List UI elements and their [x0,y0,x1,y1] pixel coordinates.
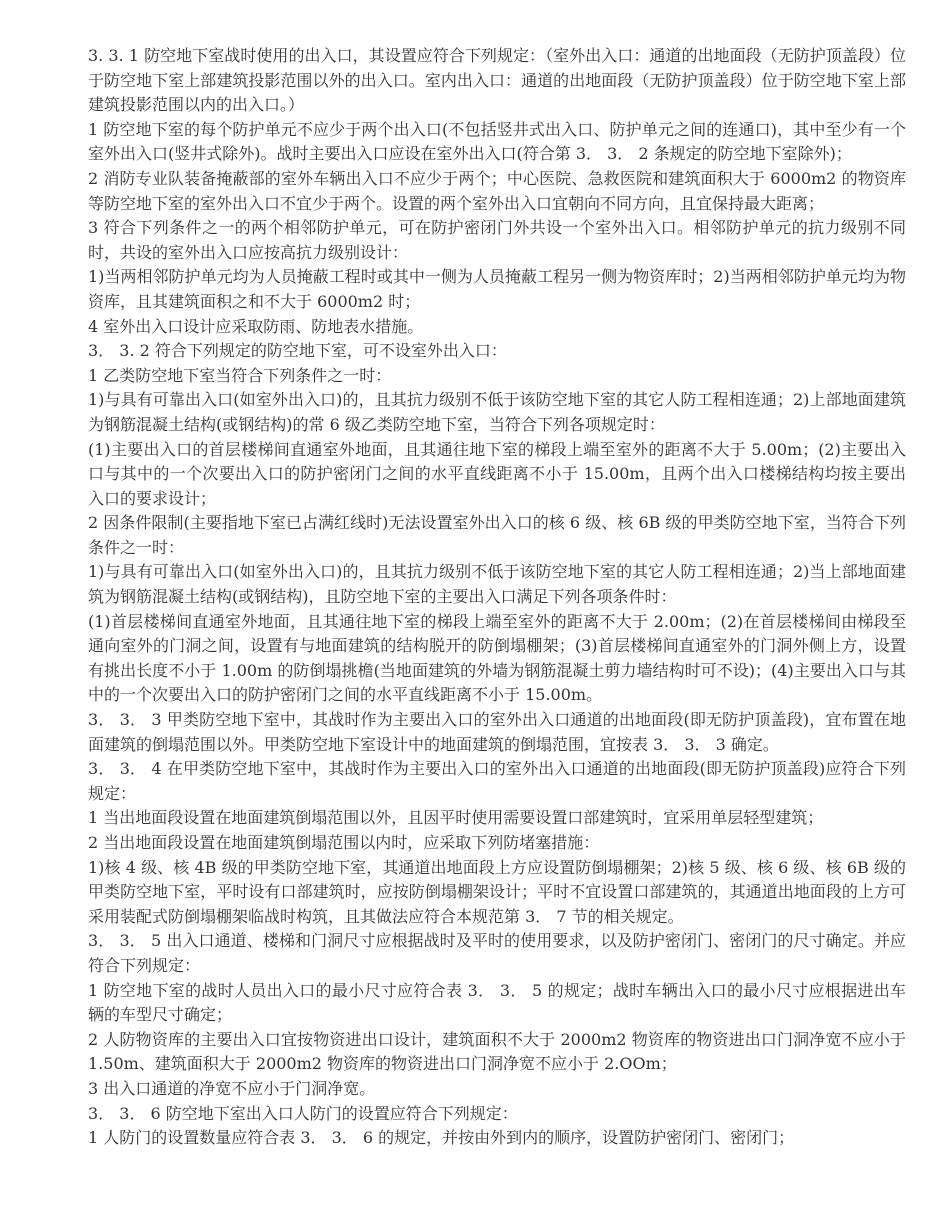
paragraph: 1 乙类防空地下室当符合下列条件之一时： [88,365,392,385]
paragraph: (1)首层楼梯间直通室外地面，且其通往地下室的梯段上端至室外的距离不大于 2.00m；(2)在首层楼梯间由梯段至通向室外的门洞之间，设置有与地面建筑的结构脱开的防倒塌棚架；(3)首层楼梯间直通室外的门洞外侧上方，设置有挑出长度不小于 1.00m 的防倒塌挑檐(当地面建筑的外墙为钢筋混凝土剪力墙结构时可不设)；(4)主要出入口与其中的一个次要出入口的防护密闭门之间的水平直线距离不小于 15.00m。 [88,611,906,705]
paragraph-3-3-2: 3． 3. 2 符合下列规定的防空地下室，可不设室外出入口： [88,341,507,361]
paragraph: 3 出入口通道的净宽不应小于门洞净宽。 [88,1078,376,1098]
paragraph-3-3-3: 3． 3． 3 甲类防空地下室中，其战时作为主要出入口的室外出入口通道的出地面段(即无防护顶盖段)，宜布置在地面建筑的倒塌范围以外。甲类防空地下室设计中的地面建筑的倒塌范围，宜按表 3． 3． 3 确定。 [88,710,906,754]
paragraph-3-3-4: 3． 3． 4 在甲类防空地下室中，其战时作为主要出入口的室外出入口通道的出地面段(即无防护顶盖段)应符合下列规定： [88,759,906,803]
paragraph: 4 室外出入口设计应采取防雨、防地表水措施。 [88,316,424,336]
paragraph: 2 当出地面段设置在地面建筑倒塌范围以内时，应采取下列防堵塞措施： [88,833,600,852]
paragraph: 1 当出地面段设置在地面建筑倒塌范围以外，且因平时使用需要设置口部建筑时，宜采用单层轻型建筑； [88,808,824,828]
paragraph: 1)当两相邻防护单元均为人员掩蔽工程时或其中一侧为人员掩蔽工程另一侧为物资库时；2)当两相邻防护单元均为物资库，且其建筑面积之和不大于 6000m2 时； [88,267,906,311]
paragraph: 1)核 4 级、核 4B 级的甲类防空地下室，其通道出地面段上方应设置防倒塌棚架；2)核 5 级、核 6 级、核 6B 级的甲类防空地下室，平时设有口部建筑时，应按防倒塌棚架设计；平时不宜设置口部建筑的，其通道出地面段的上方可采用装配式防倒塌棚架临战时构筑，且其做法应符合本规范第 3． 7 节的相关规定。 [88,857,906,926]
paragraph: 1 人防门的设置数量应符合表 3． 3． 6 的规定，并按由外到内的顺序，设置防护密闭门、密闭门； [88,1128,795,1148]
paragraph-3-3-1: 3. 3. 1 防空地下室战时使用的出入口，其设置应符合下列规定：（室外出入口：通道的出地面段（无防护顶盖段）位于防空地下室上部建筑投影范围以外的出入口。室内出入口：通道的出地面段（无防护顶盖段）位于防空地下室上部建筑投影范围以内的出入口。） [88,46,906,115]
document-body [88,44,906,1151]
paragraph-3-3-5: 3． 3． 5 出入口通道、楼梯和门洞尺寸应根据战时及平时的使用要求，以及防护密闭门、密闭门的尺寸确定。并应符合下列规定： [88,931,906,975]
paragraph: 1 防空地下室的战时人员出入口的最小尺寸应符合表 3． 3． 5 的规定；战时车辆出入口的最小尺寸应根据进出车辆的车型尺寸确定； [88,980,906,1025]
paragraph: 2 消防专业队装备掩蔽部的室外车辆出入口不应少于两个；中心医院、急救医院和建筑面积大于 6000m2 的物资库等防空地下室的室外出入口不宜少于两个。设置的两个室外出入口宜朝向不同方向，且宜保持最大距离； [88,168,906,213]
paragraph: 2 因条件限制(主要指地下室已占满红线时)无法设置室外出入口的核 6 级、核 6B 级的甲类防空地下室，当符合下列条件之一时： [88,513,906,557]
paragraph: 2 人防物资库的主要出入口宜按物资进出口设计，建筑面积不大于 2000m2 物资库的物资进出口门洞净宽不应小于 1.50m、建筑面积大于 2000m2 物资库的物资进出口门洞净宽不应小于 2.OOm； [88,1029,906,1074]
paragraph-3-3-6: 3． 3． 6 防空地下室出入口人防门的设置应符合下列规定： [88,1103,518,1123]
paragraph: 1)与具有可靠出入口(如室外出入口)的，且其抗力级别不低于该防空地下室的其它人防工程相连通；2)上部地面建筑为钢筋混凝土结构(或钢结构)的常 6 级乙类防空地下室，当符合下列各项规定时： [88,390,906,434]
paragraph: 1)与具有可靠出入口(如室外出入口)的，且其抗力级别不低于该防空地下室的其它人防工程相连通；2)当上部地面建筑为钢筋混凝土结构(或钢结构)，且防空地下室的主要出入口满足下列各项条件时： [88,562,906,607]
paragraph: (1)主要出入口的首层楼梯间直通室外地面，且其通往地下室的梯段上端至室外的距离不大于 5.00m；(2)主要出入口与其中的一个次要出入口的防护密闭门之间的水平直线距离不小于 15.00m，且两个出入口楼梯结构均按主要出入口的要求设计； [88,439,906,508]
paragraph: 3 符合下列条件之一的两个相邻防护单元，可在防护密闭门外共设一个室外出入口。相邻防护单元的抗力级别不同时，共设的室外出入口应按高抗力级别设计： [88,218,906,262]
paragraph: 1 防空地下室的每个防护单元不应少于两个出入口(不包括竖井式出入口、防护单元之间的连通口)，其中至少有一个室外出入口(竖井式除外)。战时主要出入口应设在室外出入口(符合第 3． 3． 2 条规定的防空地下室除外)； [88,119,906,164]
